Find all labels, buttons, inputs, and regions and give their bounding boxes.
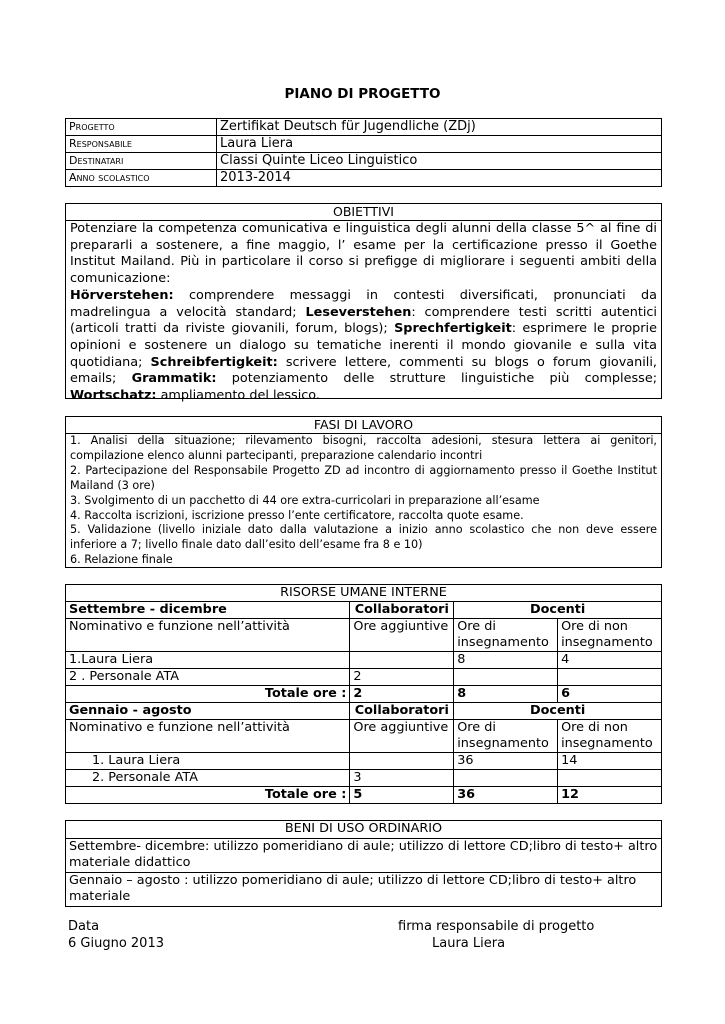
firma-block [398,918,594,952]
ore-non-insegnamento [558,669,662,686]
beni-text: Gennaio – agosto : utilizzo pomeridiano di aule; utilizzo di lettore CD;libro di testo+ altro materiale [66,872,662,906]
periodo-label: Gennaio - agosto [66,703,350,720]
totale-label: Totale ore : [66,686,350,703]
totale-non-insegnamento: 6 [558,686,662,703]
term-sprechfertigkeit: Sprechfertigkeit [394,321,512,337]
term-schreibfertigkeit: Schreibfertigkeit: [150,354,278,370]
info-value: Laura Liera [217,136,662,153]
ore-aggiuntive [350,753,454,770]
ore-insegnamento [454,770,558,787]
fasi-title: FASI DI LAVORO [66,417,661,434]
info-value: 2013-2014 [217,170,662,187]
ore-non-insegnamento: 14 [558,753,662,770]
periodo-header-row [66,703,662,720]
ore-insegnamento [454,669,558,686]
fasi-item: 4. Raccolta iscrizioni, iscrizione presso l’ente certificatore, raccolta quote esame. [70,508,524,522]
info-row-destinatari [66,153,662,170]
ore-aggiuntive: 3 [350,770,454,787]
totale-aggiuntive: 5 [350,787,454,804]
beni-row [66,872,662,906]
info-row-progetto [66,119,662,136]
fasi-item: 5. Validazione (livello iniziale dato dalla valutazione a inizio anno scolastico che non deve essere inferiore a 7; livello finale dato dall’esito dell’esame fra 8 e 10) [70,523,657,552]
nominativo-header: Nominativo e funzione nell’attività [66,720,350,753]
ore-aggiuntive: 2 [350,669,454,686]
fasi-list [66,434,661,568]
fasi-item: 1. Analisi della situazione; rilevamento bisogni, raccolta adesioni, stesura lettera ai genitori, compilazione elenco alunni partecipanti, preparazione calendario incontri [70,434,657,462]
ore-insegnamento: 36 [454,753,558,770]
risorse-table [65,584,662,804]
ore-insegnamento-header: Ore di insegnamento [454,720,558,753]
person-name: 1.Laura Liera [66,652,350,669]
desc-hoerverstehen: comprendere messaggi in contesti diversificati, pronunciati da madrelingua a velocità standard; [70,287,657,320]
totale-insegnamento: 8 [454,686,558,703]
info-key: Anno scolastico [66,170,217,187]
page-title: PIANO DI PROGETTO [284,86,441,102]
info-row-responsabile [66,136,662,153]
term-wortschatz: Wortschatz: [70,388,157,404]
fasi-section [65,416,662,568]
docenti-header: Docenti [454,703,662,720]
column-header-row [66,720,662,753]
person-name: 2 . Personale ATA [66,669,350,686]
obiettivi-title: OBIETTIVI [66,204,661,221]
firma-label: firma responsabile di progetto [398,919,595,934]
totale-non-insegnamento: 12 [558,787,662,804]
totale-aggiuntive: 2 [350,686,454,703]
nominativo-header: Nominativo e funzione nell’attività [66,619,350,652]
info-key: Progetto [66,119,217,136]
term-hoerverstehen: Hörverstehen: [70,287,174,303]
risorse-header-row [66,585,662,602]
beni-text: Settembre- dicembre: utilizzo pomeridiano di aule; utilizzo di lettore CD;libro di testo+ altro materiale didattico [66,838,662,872]
term-leseverstehen: Leseverstehen [305,304,412,320]
data-value: 6 Giugno 2013 [68,936,164,951]
desc-leseverstehen: : comprendere testi scritti autentici (articoli tratti da riviste giovanili, forum, blogs); [70,304,657,337]
obiettivi-section [65,203,662,404]
totale-row [66,787,662,804]
fasi-item: 3. Svolgimento di un pacchetto di 44 ore extra-curricolari in preparazione all’esame [70,493,540,507]
ore-aggiuntive-header: Ore aggiuntive [350,720,454,753]
periodo-label: Settembre - dicembre [66,602,350,619]
ore-aggiuntive-header: Ore aggiuntive [350,619,454,652]
info-key: Responsabile [66,136,217,153]
obiettivi-text [66,221,661,405]
data-block [68,918,164,952]
desc-grammatik: potenziamento delle strutture linguistiche più complesse; [216,371,658,387]
beni-row [66,838,662,872]
table-row [66,753,662,770]
info-value: Zertifikat Deutsch für Jugendliche (ZDj) [217,119,662,136]
desc-wortschatz: ampliamento del lessico. [156,388,320,404]
beni-title: BENI DI USO ORDINARIO [66,821,662,839]
column-header-row [66,619,662,652]
collaboratori-header: Collaboratori [350,602,454,619]
ore-non-insegnamento-header: Ore di non insegnamento [558,619,662,652]
ore-non-insegnamento-header: Ore di non insegnamento [558,720,662,753]
docenti-header: Docenti [454,602,662,619]
ore-insegnamento-header: Ore di insegnamento [454,619,558,652]
beni-header-row [66,821,662,839]
table-row [66,770,662,787]
totale-insegnamento: 36 [454,787,558,804]
desc-schreibfertigkeit: scrivere lettere, commenti su blogs o forum giovanili, emails; [70,354,657,387]
desc-sprechfertigkeit: : esprimere le proprie opinioni e sostenere un dialogo su tematiche inerenti il mondo giovanile e sulla vita quotidiana; [70,321,657,370]
totale-row [66,686,662,703]
info-value: Classi Quinte Liceo Linguistico [217,153,662,170]
firma-name: Laura Liera [432,936,506,951]
fasi-item: 6. Relazione finale [70,553,173,567]
periodo-header-row [66,602,662,619]
term-grammatik: Grammatik: [131,371,217,387]
person-name: 2. Personale ATA [66,770,350,787]
beni-table [65,820,662,907]
totale-label: Totale ore : [66,787,350,804]
obiettivi-intro: Potenziare la competenza comunicativa e linguistica degli alunni della classe 5^ al fine di prepararli a sostenere, a fine maggio, l’ esame per la certificazione presso il Goethe Institut Mailand. Più in particolare il corso si prefigge di migliorare i seguenti ambiti della comunicazione: [70,221,657,287]
ore-aggiuntive [350,652,454,669]
info-key: Destinatari [66,153,217,170]
info-row-anno [66,170,662,187]
ore-non-insegnamento: 4 [558,652,662,669]
risorse-title: RISORSE UMANE INTERNE [66,585,662,602]
collaboratori-header: Collaboratori [350,703,454,720]
ore-non-insegnamento [558,770,662,787]
person-name: 1. Laura Liera [66,753,350,770]
table-row [66,652,662,669]
table-row [66,669,662,686]
fasi-item: 2. Partecipazione del Responsabile Progetto ZD ad incontro di aggiornamento presso il Goethe Institut Mailand (3 ore) [70,463,657,492]
ore-insegnamento: 8 [454,652,558,669]
data-label: Data [68,919,100,934]
project-info-table [65,118,662,187]
